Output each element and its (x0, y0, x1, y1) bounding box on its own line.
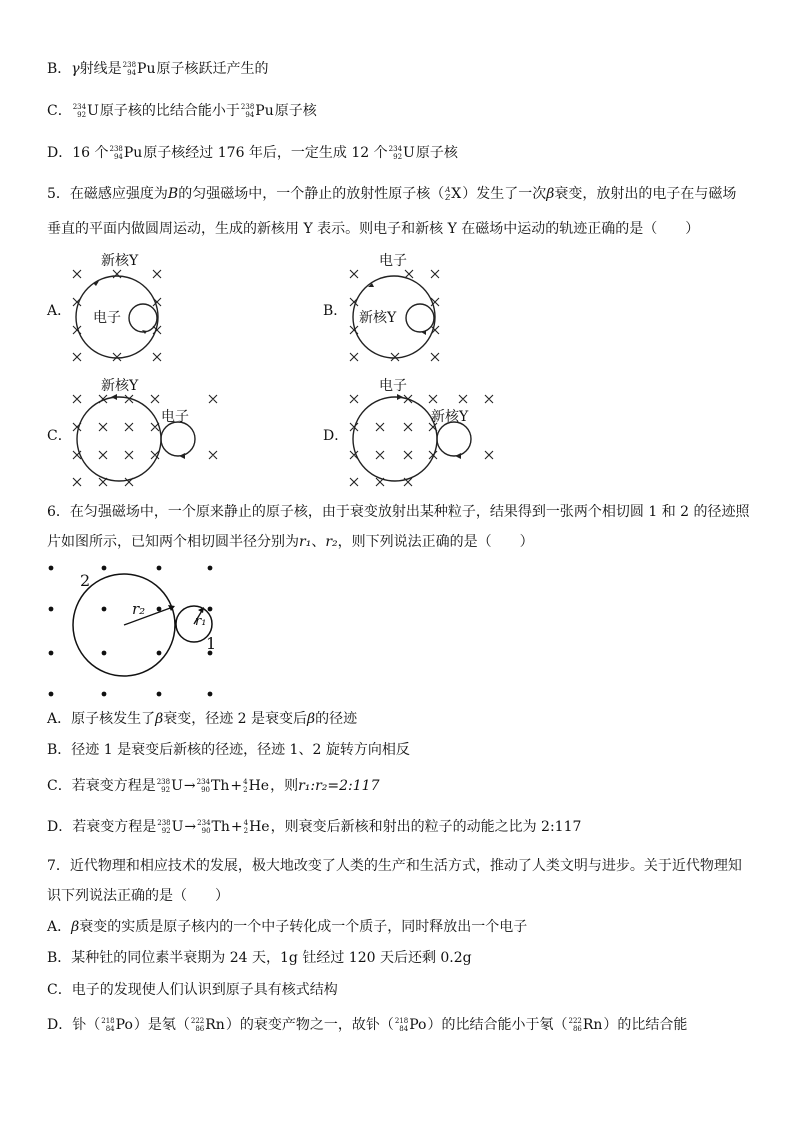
big-trajectory-circle (77, 397, 161, 481)
track-label-small: 电子 (161, 409, 189, 425)
track-label-big: 电子 (379, 378, 407, 394)
q6-option-a[interactable]: A．原子核发生了β衰变，径迹 2 是衰变后β的径迹 (47, 711, 358, 727)
track-number-1: 1 (206, 634, 217, 653)
option-label: C． (47, 428, 72, 444)
q7-option-d[interactable]: D．钋（ 218 84 Po）是氡（ 222 86 Rn）的衰变产物之一，故钋（ 218 84 Po）的比结合能小于氡（ 222 86 Rn）的比结合能 (47, 1017, 688, 1033)
radius-label-r1: r₁ (195, 614, 207, 629)
small-trajectory-circle (129, 304, 157, 332)
q5d-diagram (323, 375, 513, 490)
nuclide-th234: 234 90 Th (196, 778, 230, 794)
q6-figure (40, 558, 230, 704)
q5-option-a[interactable] (47, 250, 197, 365)
q7-stem-line2: 识下列说法正确的是（ ） (47, 888, 229, 904)
q4-option-d[interactable]: D．16 个 238 94 Pu原子核经过 176 年后，一定生成 12 个 234 92 U原子核 (47, 145, 458, 161)
nuclide-pu238: 238 94 Pu (122, 61, 156, 77)
q6-diagram (40, 558, 230, 704)
option-label: A． (47, 303, 72, 319)
q7-option-c[interactable]: C．电子的发现使人们认识到原子具有核式结构 (47, 982, 338, 998)
q5-option-b[interactable] (323, 250, 473, 365)
q4-option-b[interactable]: B．γ射线是 238 94 Pu原子核跃迁产生的 (47, 61, 269, 77)
nuclide-pu238: 238 94 Pu (109, 145, 143, 161)
small-trajectory-circle (406, 304, 434, 332)
nuclide-he4: 4 2 He (243, 778, 270, 794)
big-trajectory-circle (353, 397, 437, 481)
track-number-2: 2 (80, 571, 91, 590)
q7-option-b[interactable]: B．某种钍的同位素半衰期为 24 天，1g 钍经过 120 天后还剩 0.2g (47, 950, 472, 966)
nuclide-he4: 4 2 He (243, 819, 270, 835)
q5-stem-line2: 垂直的平面内做圆周运动，生成的新核用 Y 表示。则电子和新核 Y 在磁场中运动的轨迹正确的是（ ） (47, 221, 700, 237)
q6-stem-line1: 6．在匀强磁场中，一个原来静止的原子核，由于衰变放射出某种粒子，结果得到一张两个相切圆 1 和 2 的径迹照 (47, 504, 750, 520)
q7-option-a[interactable]: A．β衰变的实质是原子核内的一个中子转化成一个质子，同时释放出一个电子 (47, 919, 528, 935)
direction-arrow (455, 453, 461, 459)
nuclide-rn222: 222 86 Rn (568, 1017, 603, 1033)
q5c-diagram (47, 375, 237, 490)
nuclide-u234: 234 92 U (72, 103, 99, 119)
option-label: D． (323, 428, 349, 444)
nuclide-po218: 218 84 Po (101, 1017, 133, 1033)
track-label-small: 新核Y (359, 310, 397, 326)
small-trajectory-circle (437, 422, 471, 456)
nuclide-x: A Z X (445, 186, 462, 202)
nuclide-po218: 218 84 Po (394, 1017, 427, 1033)
track-label-small: 新核Y (431, 409, 469, 425)
nuclide-pu238: 238 94 Pu (240, 103, 274, 119)
q7-stem-line1: 7．近代物理和相应技术的发展，极大地改变了人类的生产和生活方式，推动了人类文明与进步。关于近代物理知 (47, 858, 742, 874)
nuclide-u234: 234 92 U (388, 145, 415, 161)
track-label-small: 电子 (93, 310, 121, 326)
nuclide-u238: 238 92 U (156, 778, 183, 794)
q5-option-c[interactable] (47, 375, 237, 490)
nuclide-th234: 234 90 Th (197, 819, 230, 835)
track-label-big: 电子 (379, 253, 407, 269)
option-label: B． (323, 303, 348, 319)
small-trajectory-circle (161, 422, 195, 456)
nuclide-u238: 238 92 U (157, 819, 184, 835)
q6-option-c[interactable]: C．若衰变方程是 238 92 U→ 234 90 Th+ 4 2 He，则r₁:r₂=2:117 (47, 778, 380, 794)
q6-option-d[interactable]: D．若衰变方程是 238 92 U→ 234 90 Th+ 4 2 He，则衰变后新核和射出的粒子的动能之比为 2:117 (47, 819, 582, 835)
q5-option-d[interactable] (323, 375, 513, 490)
q5-stem-line1: 5．在磁感应强度为B的匀强磁场中，一个静止的放射性原子核（ A Z X）发生了一次β衰变，放射出的电子在与磁场 (47, 186, 737, 202)
nuclide-rn222: 222 86 Rn (190, 1017, 225, 1033)
track-label-big: 新核Y (101, 378, 139, 394)
radius-label-r2: r₂ (132, 600, 146, 618)
direction-arrow (179, 453, 185, 459)
q6-stem-line2: 片如图所示，已知两个相切圆半径分别为r₁、r₂，则下列说法正确的是（ ） (47, 534, 534, 550)
track-label-big: 新核Y (101, 253, 139, 269)
q6-option-b[interactable]: B．径迹 1 是衰变后新核的径迹，径迹 1、2 旋转方向相反 (47, 742, 410, 758)
q4-option-c[interactable]: C． 234 92 U原子核的比结合能小于 238 94 Pu原子核 (47, 103, 317, 119)
